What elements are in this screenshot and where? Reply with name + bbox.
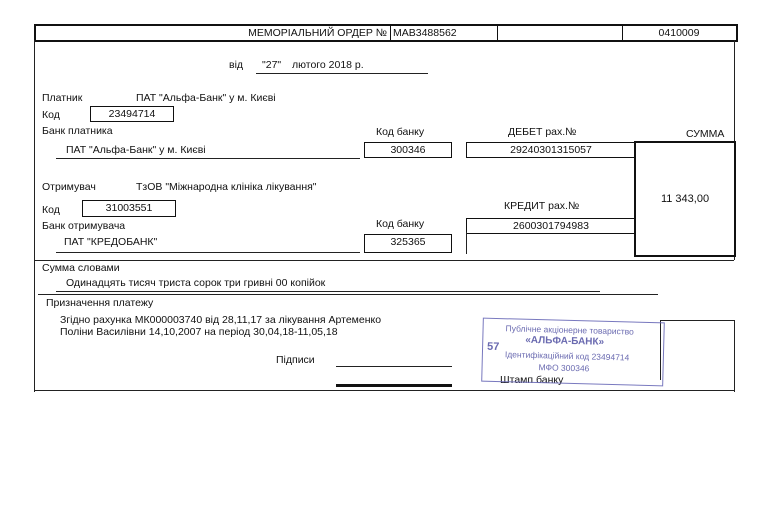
stamp-line-3: Ідентифікаційний код 23494714 — [504, 349, 630, 363]
stamp-number: 57 — [486, 340, 500, 354]
payer-name: ПАТ "Альфа-Банк" у м. Києві — [136, 92, 276, 104]
debit-label: ДЕБЕТ рах.№ — [508, 126, 577, 138]
bank-stamp — [481, 318, 665, 387]
recipient-code-label: Код — [42, 204, 60, 216]
amount-box — [634, 141, 736, 257]
recipient-name: ТзОВ "Міжнародна клініка лікування" — [136, 181, 317, 193]
purpose-top-line — [38, 294, 658, 295]
stamp-area-right-border — [734, 320, 735, 392]
signature-line-1 — [336, 366, 452, 367]
credit-column-left — [466, 232, 467, 254]
recipient-bank-name: ПАТ "КРЕДОБАНК" — [64, 236, 158, 248]
form-code: 0410009 — [658, 27, 700, 39]
form-left-border — [34, 40, 35, 392]
form-bottom-line — [34, 390, 734, 391]
purpose-line-2: Поліни Василівни 14,10,2007 на період 30,04,18-11,05,18 — [60, 326, 338, 338]
signature-line-2 — [336, 384, 452, 387]
date-month-year: лютого 2018 р. — [292, 59, 364, 71]
amount-words-text: Одинадцять тисяч триста сорок три гривні 00 копійок — [66, 277, 326, 289]
recipient-bank-label: Банк отримувача — [42, 220, 126, 232]
date-day: "27" — [262, 59, 282, 71]
amount-value: 11 343,00 — [660, 193, 710, 205]
payer-bank-name: ПАТ "Альфа-Банк" у м. Києві — [66, 144, 206, 156]
stamp-area-top-border — [660, 320, 734, 321]
purpose-label: Призначення платежу — [46, 297, 154, 309]
purpose-line-1: Згідно рахунка МК000003740 від 28,11,17 за лікування Артеменко — [60, 314, 382, 326]
amount-words-label: Сумма словами — [42, 262, 120, 274]
memorial-order-document — [34, 24, 736, 392]
payer-bank-code-label: Код банку — [376, 126, 425, 138]
amount-words-underline — [56, 291, 600, 292]
signatures-label: Підписи — [276, 354, 315, 366]
header-form-cell — [622, 26, 736, 40]
credit-label: КРЕДИТ рах.№ — [504, 200, 580, 212]
debit-account-box: 29240301315057 — [466, 142, 636, 158]
header-blank-cell — [498, 26, 623, 40]
payer-label: Платник — [42, 92, 83, 104]
stamp-caption: Штамп банку — [500, 374, 564, 386]
amount-label: СУММА — [686, 128, 725, 140]
recipient-bank-code-box: 325365 — [364, 234, 452, 253]
header-title-cell — [36, 26, 391, 40]
date-prefix: від — [229, 59, 244, 71]
recipient-section-divider — [34, 260, 734, 261]
header-number-cell — [390, 26, 498, 40]
payer-bank-underline — [56, 158, 360, 159]
payer-code-box: 23494714 — [90, 106, 174, 122]
recipient-bank-code-label: Код банку — [376, 218, 425, 230]
payer-bank-code-box: 300346 — [364, 142, 452, 158]
date-underline — [256, 73, 428, 74]
document-title: МЕМОРІАЛЬНИЙ ОРДЕР № — [248, 27, 388, 39]
payer-code-label: Код — [42, 109, 60, 121]
credit-account-box: 2600301794983 — [466, 218, 636, 234]
recipient-bank-underline — [56, 252, 360, 253]
payer-bank-label: Банк платника — [42, 125, 113, 137]
document-number: MAB3488562 — [393, 27, 457, 39]
recipient-label: Отримувач — [42, 181, 96, 193]
stamp-line-1: Публічне акціонерне товариство — [505, 323, 634, 337]
stamp-line-2: «АЛЬФА-БАНК» — [525, 334, 605, 348]
stamp-line-4: МФО 300346 — [538, 362, 590, 374]
recipient-code-box: 31003551 — [82, 200, 176, 217]
header-row — [34, 24, 738, 42]
